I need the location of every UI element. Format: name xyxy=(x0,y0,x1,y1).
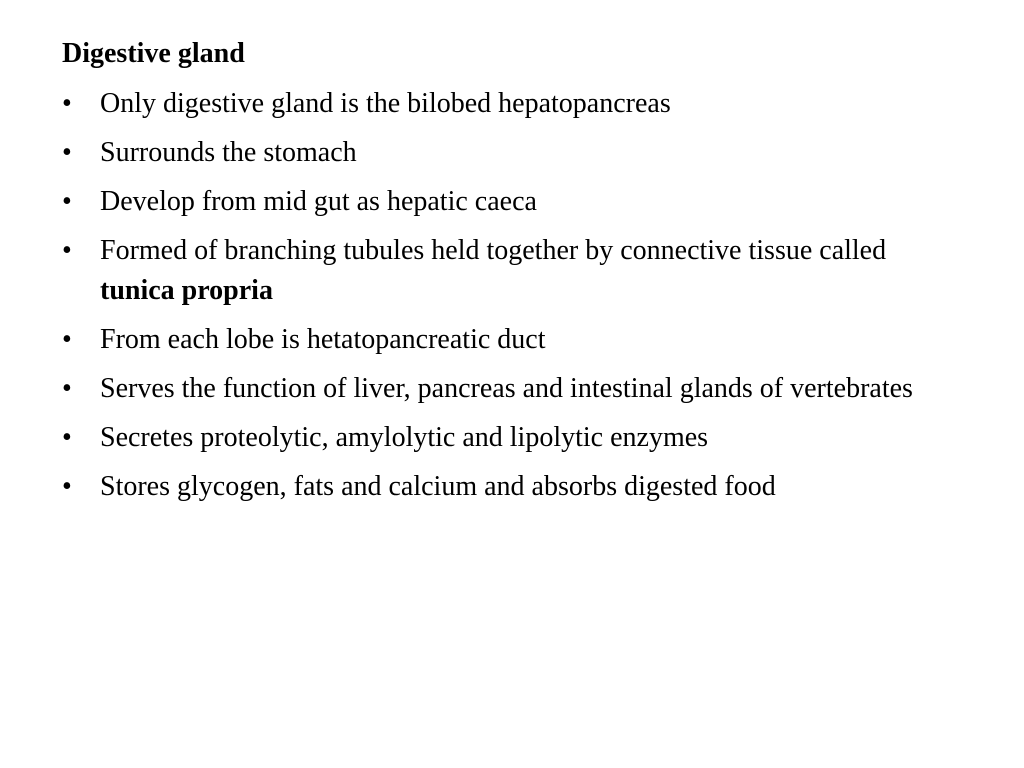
list-item xyxy=(62,418,962,458)
list-item xyxy=(62,231,962,311)
bullet-icon: • xyxy=(62,137,72,168)
bullet-icon: • xyxy=(62,235,72,266)
list-item xyxy=(62,467,962,507)
list-item xyxy=(62,182,962,222)
list-item xyxy=(62,320,962,360)
list-item xyxy=(62,133,962,173)
list-item-text: Serves the function of liver, pancreas and intestinal glands of vertebrates xyxy=(100,373,913,404)
list-item-text: Surrounds the stomach xyxy=(100,137,357,168)
bullet-icon: • xyxy=(62,422,72,453)
bullet-icon: • xyxy=(62,373,72,404)
slide-heading: Digestive gland xyxy=(62,38,245,69)
list-item-text: Develop from mid gut as hepatic caeca xyxy=(100,186,537,217)
bullet-list xyxy=(62,84,962,516)
list-item-text: From each lobe is hetatopancreatic duct xyxy=(100,324,546,355)
list-item xyxy=(62,369,962,409)
list-item-text: Formed of branching tubules held together by connective tissue called xyxy=(100,235,887,266)
list-item-text: Secretes proteolytic, amylolytic and lipolytic enzymes xyxy=(100,422,709,453)
bullet-icon: • xyxy=(62,88,72,119)
list-item-text: Stores glycogen, fats and calcium and absorbs digested food xyxy=(100,471,776,502)
bullet-icon: • xyxy=(62,186,72,217)
list-item-bold-term: tunica propria xyxy=(100,275,273,306)
list-item xyxy=(62,84,962,124)
bullet-icon: • xyxy=(62,471,72,502)
list-item-text: Only digestive gland is the bilobed hepatopancreas xyxy=(100,88,671,119)
bullet-icon: • xyxy=(62,324,72,355)
